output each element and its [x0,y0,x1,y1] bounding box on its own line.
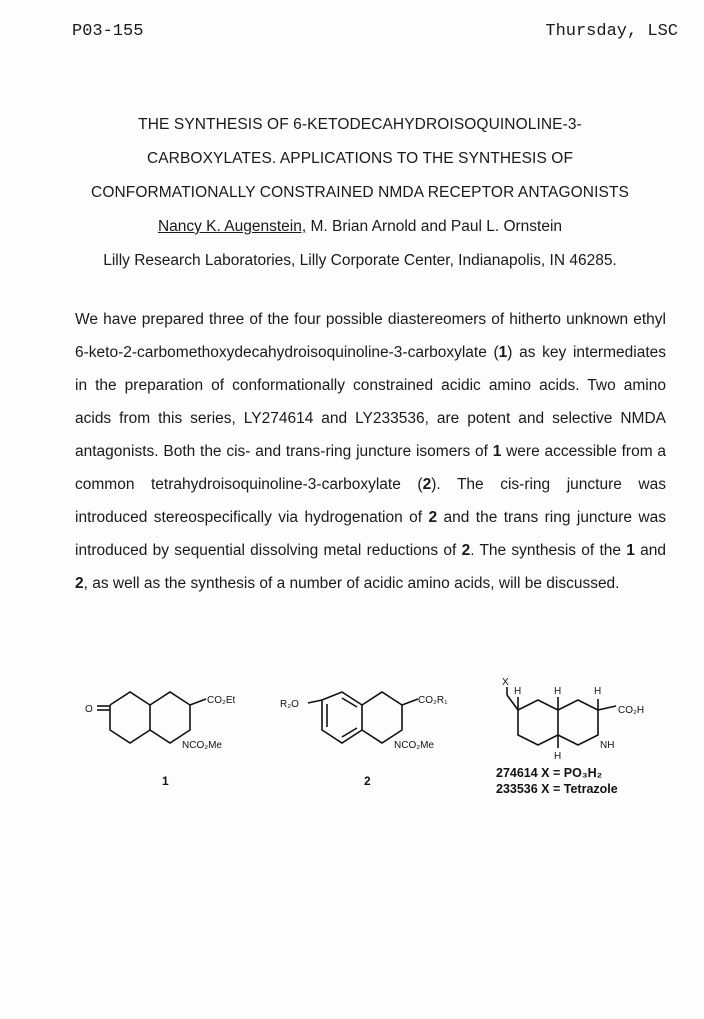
ester-label: CO₂R₁ [418,695,448,706]
ether-label: R₂O [280,699,299,710]
title-line-2: CARBOXYLATES. APPLICATIONS TO THE SYNTHESIS OF [146,150,574,167]
caption-233536: 233536 X = Tetrazole [496,782,618,796]
ring-bonds [97,692,206,743]
compound-ref: 2 [422,476,432,493]
abstract-text: . The synthesis of the [470,542,627,559]
abstract-text: , as well as the synthesis of a number of acidic amino acids, will be discussed. [83,575,620,592]
title-line-3: CONFORMATIONALLY CONSTRAINED NMDA RECEPTOR ANTAGONISTS [91,184,629,201]
hydrogen-label: H [554,686,562,697]
hydrogen-label: H [554,751,562,762]
abstract-text: and the trans ring juncture was introduced by sequential dissolving metal reductions of [75,509,666,559]
hydrogen-label: H [594,686,602,697]
abstract-text: We have prepared three of the four possible diastereomers of hitherto unknown ethyl 6-keto-2-carbomethoxydecahydroisoquinoline-3-carboxylate ( [75,311,666,361]
ring-bonds [308,692,418,743]
compound-label: 1 [162,774,169,788]
structure-2 [272,685,462,795]
other-authors: M. Brian Arnold and Paul L. Ornstein [306,218,563,235]
abstract-text: ) as key intermediates in the preparation of conformationally constrained acidic amino acids. Two amino acids from this series, LY274614 and LY233536, are potent and selective NMDA antagonists. Both the cis- and trans-ring juncture isomers of [75,344,666,460]
compound-ref: 1 [492,443,502,460]
acid-label: CO₂H [618,705,645,716]
ester-label: CO₂Et [207,695,236,706]
authors [40,210,680,244]
abstract-text: were accessible from a common tetrahydroisoquinoline-3-carboxylate ( [75,443,666,493]
x-label: X [502,677,509,688]
abstract-text: ). The cis-ring juncture was introduced stereospecifically via hydrogenation of [75,476,666,526]
title-block [40,108,680,278]
first-author: Nancy K. Augenstein, [157,218,307,235]
structure-1 [80,685,260,795]
caption-274614: 274614 X = PO₃H₂ [496,766,603,780]
oxo-label: O [85,704,93,715]
nh-label: NH [600,740,615,751]
abstract [75,303,666,600]
affiliation: Lilly Research Laboratories, Lilly Corporate Center, Indianapolis, IN 46285. [103,252,617,269]
compound-ref: 1 [626,542,635,559]
header-code: P03-155 [72,22,144,41]
carbamate-label: NCO₂Me [394,740,434,751]
header-session: Thursday, LSC [545,22,678,41]
compound-ref: 2 [461,542,471,559]
hydrogen-label: H [514,686,522,697]
structure-ly-compounds [488,675,688,815]
title-line-1: THE SYNTHESIS OF 6-KETODECAHYDROISOQUINOLINE-3- [138,116,582,133]
abstract-text: and [634,542,666,559]
compound-ref: 2 [428,509,438,526]
compound-ref: 1 [498,344,508,361]
carbamate-label: NCO₂Me [182,740,222,751]
compound-label: 2 [364,774,371,788]
compound-ref: 2 [75,575,84,592]
